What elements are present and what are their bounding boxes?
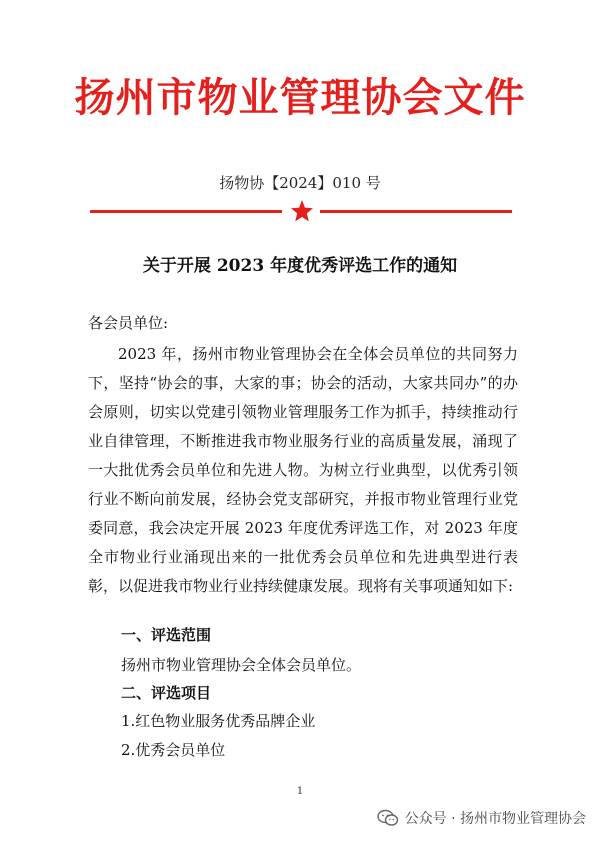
section-line: 2.优秀会员单位 xyxy=(121,741,226,759)
watermark xyxy=(377,808,586,828)
red-line-left xyxy=(90,210,282,213)
section-line: 1.红色物业服务优秀品牌企业 xyxy=(121,712,316,730)
red-line-right xyxy=(320,210,512,213)
body-paragraph: 2023 年，扬州市物业管理协会在全体会员单位的共同努力下，坚持“协会的事，大家的事；协会的活动，大家共同办”的办会原则，切实以党建引领物业管理服务工作为抓手，持续推动行业自律管理，不断推进我市物业服务行业的高质量发展，涌现了一大批优秀会员单位和先进人物。为树立行业典型，以优秀引领行业不断向前发展，经协会党支部研究，并报市物业管理行业党委同意，我会决定开展 2023 年度优秀评选工作，对 2023 年度全市物业行业涌现出来的一批优秀会员单位和先进典型进行表彰，以促进我市物业行业持续健康发展。现将有关事项通知如下: xyxy=(88,345,518,595)
red-divider xyxy=(90,199,512,223)
notice-title: 关于开展 2023 年度优秀评选工作的通知 xyxy=(142,256,458,276)
watermark-text: 公众号 · 扬州市物业管理协会 xyxy=(404,811,586,827)
section-heading-items: 二、评选项目 xyxy=(121,684,212,702)
wechat-icon xyxy=(377,809,399,827)
salutation: 各会员单位: xyxy=(88,314,169,332)
red-star-icon xyxy=(290,199,314,223)
section-heading-scope: 一、评选范围 xyxy=(121,626,212,644)
document-number: 扬物协【2024】010 号 xyxy=(219,174,381,192)
page-number: 1 xyxy=(296,786,304,797)
section-line: 扬州市物业管理协会全体会员单位。 xyxy=(121,656,362,674)
org-title: 扬州市物业管理协会文件 xyxy=(74,75,526,121)
